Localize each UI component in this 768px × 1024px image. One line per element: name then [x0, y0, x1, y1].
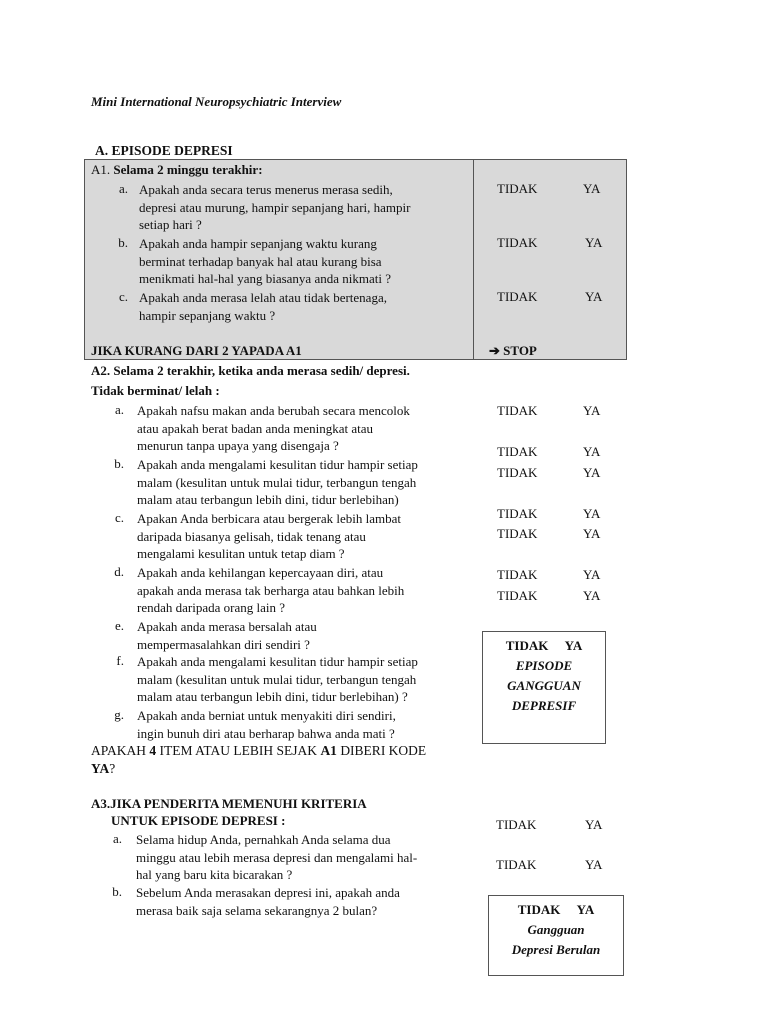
q-part2: ITEM ATAU LEBIH SEJAK: [156, 743, 321, 758]
a3-item-label: a.: [112, 831, 122, 846]
a3-result-line2: Depresi Berulan: [511, 942, 601, 957]
a2-item-c: [137, 510, 401, 563]
a2-ans-ya[interactable]: YA: [583, 567, 601, 582]
line: hampir sepanjang waktu ?: [139, 307, 276, 323]
a3-ans-tidak[interactable]: TIDAK: [496, 817, 537, 832]
a2-result-ya[interactable]: YA: [564, 638, 583, 653]
line: Sebelum Anda merasakan depresi ini, apakah anda: [136, 885, 400, 900]
q-ref: A1: [320, 743, 337, 758]
a3-heading-2: UNTUK EPISODE DEPRESI :: [111, 813, 286, 828]
line: malam atau terbangun lebih dini, tidur berlebihan): [137, 492, 399, 507]
line: berminat terhadap banyak hal atau kurang bisa: [139, 253, 382, 269]
a2-ans-ya[interactable]: YA: [583, 465, 601, 480]
a2-item-e: [137, 618, 317, 653]
a2-item-label: e.: [114, 618, 124, 633]
q-num: 4: [149, 743, 157, 758]
a2-item-label: a.: [114, 402, 124, 417]
a2-item-label: g.: [114, 707, 124, 722]
a1-b-ya[interactable]: YA: [585, 235, 603, 250]
line: depresi atau murung, hampir sepanjang hari, hampir: [139, 199, 411, 215]
a3-result-options: [489, 900, 623, 920]
q-ya: YA: [91, 761, 110, 776]
line: Apakah anda hampir sepanjang waktu kurang: [139, 236, 377, 251]
a3-item-label: b.: [112, 884, 122, 899]
a1-prefix: A1.: [91, 162, 114, 177]
a1-heading: [91, 162, 263, 178]
a1-heading-text: Selama 2 minggu terakhir:: [113, 162, 263, 177]
line: mengalami kesulitan untuk tetap diam ?: [137, 546, 345, 561]
a2-ans-tidak[interactable]: TIDAK: [497, 567, 538, 582]
a2-subheading: Tidak berminat/ lelah :: [91, 383, 220, 398]
a2-heading: A2. Selama 2 terakhir, ketika anda merasa sedih/ depresi.: [91, 363, 410, 378]
a2-item-d: [137, 564, 404, 617]
a1-item-label: a.: [118, 181, 128, 196]
a1-item-a: [139, 181, 410, 234]
line: menikmati hal-hal yang biasanya anda nikmati ?: [139, 271, 391, 286]
a2-summary-question-line2: [91, 761, 115, 777]
line: daripada biasanya gelisah, tidak tenang atau: [137, 528, 366, 544]
a1-a-ya[interactable]: YA: [583, 181, 601, 196]
a2-ans-ya[interactable]: YA: [583, 506, 601, 521]
line: Apakan Anda berbicara atau bergerak lebih lambat: [137, 511, 401, 526]
a2-result-box: [482, 631, 606, 744]
a3-item-b: [136, 884, 400, 919]
line: hal yang baru kita bicarakan ?: [136, 867, 293, 882]
line: Apakah anda mengalami kesulitan tidur hampir setiap: [137, 654, 418, 669]
line: Selama hidup Anda, pernahkah Anda selama dua: [136, 832, 391, 847]
line: Apakah nafsu makan anda berubah secara mencolok: [137, 403, 410, 418]
a2-result-line1: EPISODE: [515, 658, 573, 673]
line: Apakah anda merasa bersalah atau: [137, 619, 317, 634]
a3-result-box: [488, 895, 624, 976]
a2-ans-ya[interactable]: YA: [583, 526, 601, 541]
line: malam (kesulitan untuk mulai tidur, terbangun tengah: [137, 474, 417, 490]
section-heading: A. EPISODE DEPRESI: [95, 143, 233, 158]
a3-result-tidak[interactable]: TIDAK: [517, 902, 561, 917]
a3-heading-1: A3.JIKA PENDERITA MEMENUHI KRITERIA: [91, 796, 367, 811]
stop-label: STOP: [503, 343, 537, 358]
a2-ans-tidak[interactable]: TIDAK: [497, 526, 538, 541]
a2-ans-tidak[interactable]: TIDAK: [497, 444, 538, 459]
line: Apakah anda merasa lelah atau tidak bertenaga,: [139, 290, 387, 305]
a2-ans-tidak[interactable]: TIDAK: [497, 506, 538, 521]
a2-ans-tidak[interactable]: TIDAK: [497, 403, 538, 418]
a1-item-c: [139, 289, 387, 324]
a3-ans-ya[interactable]: YA: [585, 817, 603, 832]
a2-item-label: c.: [114, 510, 124, 525]
a3-result-line1: Gangguan: [527, 922, 585, 937]
line: malam (kesulitan untuk mulai tidur, terbangun tengah: [137, 671, 417, 687]
a2-result-options: [483, 636, 605, 656]
a2-result-tidak[interactable]: TIDAK: [505, 638, 549, 653]
a1-column-divider: [473, 160, 474, 359]
a2-ans-tidak[interactable]: TIDAK: [497, 465, 538, 480]
line: minggu atau lebih merasa depresi dan mengalami hal-: [136, 849, 418, 865]
line: atau apakah berat badan anda meningkat atau: [137, 420, 374, 436]
line: mempermasalahkan diri sendiri ?: [137, 636, 310, 652]
a3-ans-tidak[interactable]: TIDAK: [496, 857, 537, 872]
a1-footer: JIKA KURANG DARI 2 YAPADA A1: [91, 343, 302, 358]
a2-item-label: f.: [116, 653, 124, 668]
a2-ans-tidak[interactable]: TIDAK: [497, 588, 538, 603]
a2-item-g: [137, 707, 396, 742]
a2-summary-question: [91, 743, 426, 759]
line: apakah anda merasa tak berharga atau bahkan lebih: [137, 582, 405, 598]
line: Apakah anda secara terus menerus merasa sedih,: [139, 182, 393, 197]
line: Apakah anda kehilangan kepercayaan diri, atau: [137, 565, 384, 580]
q-part3: DIBERI KODE: [336, 743, 427, 758]
a1-item-label: b.: [118, 235, 128, 250]
a2-item-label: b.: [114, 456, 124, 471]
line: Apakah anda mengalami kesulitan tidur hampir setiap: [137, 457, 418, 472]
a2-item-label: d.: [114, 564, 124, 579]
a2-result-line2: GANGGUAN: [507, 678, 581, 693]
a1-a-tidak[interactable]: TIDAK: [497, 181, 538, 196]
line: Apakah anda berniat untuk menyakiti diri sendiri,: [137, 708, 396, 723]
a3-item-a: [136, 831, 417, 884]
a1-c-ya[interactable]: YA: [585, 289, 603, 304]
a2-item-a: [137, 402, 410, 455]
a2-ans-ya[interactable]: YA: [583, 588, 601, 603]
a2-result-line3: DEPRESIF: [511, 698, 577, 713]
a2-item-b: [137, 456, 418, 509]
line: ingin bunuh diri atau berharap bahwa anda mati ?: [137, 725, 395, 741]
line: menurun tanpa upaya yang disengaja ?: [137, 438, 339, 453]
arrow-right-icon: ➔: [489, 343, 500, 358]
q-part1: APAKAH: [91, 743, 150, 758]
line: merasa baik saja selama sekarangnya 2 bulan?: [136, 902, 378, 918]
line: malam atau terbangun lebih dini, tidur berlebihan) ?: [137, 689, 408, 704]
a3-ans-ya[interactable]: YA: [585, 857, 603, 872]
a1-stop: [489, 343, 537, 359]
a2-ans-ya[interactable]: YA: [583, 403, 601, 418]
document-title: Mini International Neuropsychiatric Interview: [91, 94, 342, 109]
a2-ans-ya[interactable]: YA: [583, 444, 601, 459]
a2-item-f: [137, 653, 418, 706]
q-mark: ?: [109, 761, 116, 776]
a1-item-b: [139, 235, 391, 288]
a1-b-tidak[interactable]: TIDAK: [497, 235, 538, 250]
line: setiap hari ?: [139, 217, 202, 232]
line: rendah daripada orang lain ?: [137, 600, 285, 615]
a1-item-label: c.: [118, 289, 128, 304]
a3-result-ya[interactable]: YA: [576, 902, 595, 917]
a1-c-tidak[interactable]: TIDAK: [497, 289, 538, 304]
